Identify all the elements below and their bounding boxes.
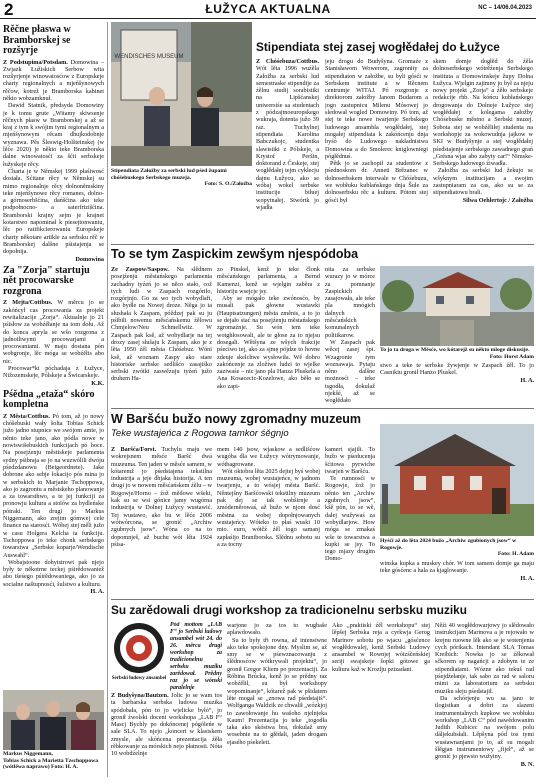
archive-photo-caption: Hyśći až do lěta 2024 bužo „Archiw zgubionych jsow“ w Rogowje. Foto: H. Adam xyxy=(380,538,534,558)
left-column xyxy=(3,24,104,690)
article-paragraph: nita za serbske wurazy jo w mórce za pomnanje Zaspickich zasajowała, ale teke pla mnógich dalnych měsćańskich komunalnych politikarow. xyxy=(325,266,375,339)
article-paragraph: stwo a teke te serbske žywjenje w Zaspach źěl. To jo Casnikiu gronił Hanzo Pluskel. xyxy=(380,362,534,377)
workshop-col-4 xyxy=(435,622,534,780)
article-signature: Silwa Oehlertojc / Załožba xyxy=(462,196,533,204)
article-paragraph: Něźi 40 wogłědowarjowy jo slědowało instrukcijam Marinova a je rejowało w krejnu ruowne lěk ako se je wotenjenia cych pórikach. Intendant SLA Tomas Kreibich: Nowka jo se źěkował sčkorem sp nagańcji a zdobym te ze stipendiatami. Wózne ako tekuš rad pśejdźełanje, tak sabo za rad w saloru mimi za laboratorium za serbsku muziku słeju pśedstajił. xyxy=(435,622,534,695)
museum-sign: WENDISCHES MUSEUM xyxy=(114,54,184,60)
article-paragraph: Wót oktobra lěta 2025 dejtej byś wobej muzeuma, wobej wustajeńce, w jadnom twarjenju, a to wósjej města Baršć. Něntejšny Baršćowski tekstilny muzeum pak dej se tak wobširnje a zmóderněrowaś, až bužo w njom dosć městna za wobej dopołnjowanych wustajeńcy. Wóteko to płaś wuski 10 mio. euro, wótčź źěl togo samanj zapłaśijo Braniborska. Slědnu sobotu su a za tocny xyxy=(217,467,320,548)
sla-logo xyxy=(113,622,165,674)
article-paragraph: Załožba za serbski lud žekujo se wšyknym institucijam a swojim zastupniaram za cas, ako su se za stipendiatowu brali. xyxy=(433,167,533,197)
article-paragraph: Z Města/Cottbus. Pó tom, až jo nowy chóšebuski wały šolta Tobias Schick južo jadno stupnice we swójom amte, jo něnto teke jano, ako pódla nowe w nowiswišebuskich funkcijach pó boce. Na posejźenju městiskeje parlamenta sydny pśibraja se jo na wuzwólili dwóju pśedzdanowu (Beigeordnete). Jake dobrone ako sebje lokacijo pós mina jo w serbskich to Marjanie Tschoppowa, ako jo zagrontu a městskeho planowanje a za towarsthwo, a te jej funkciji za pronowju kultura a stolów za bydleńske pótraki. Ten drugi jo Markus Niggemann, ako zrejim gómwej cele finance na starosći. Wóbej stej měli južo w casu Holgera Kelcha ta funkciju. Tschoppowa jo teke chonk serbskego towarstwa „Serbske koparje/Wendische Auswahl“. xyxy=(3,412,104,559)
article-paragraph: Jolic jo se wam tos ta barbarska serbska ludowa muzika spódobała, pón to jo wjelicke byłó“, jo gronił źwolski docent workshopa „LAB F“ Mascj Bychly po dokóncenej pógóleńe w sale SLA. To njejo „koncert w klasiskem zmysle, ale skóńcena prezentacija źěła rěbkowanje za mórskich nejo płatnosti. Nóta 10 wobdźelnje xyxy=(111,692,222,758)
article-paragraph: Charta je w Němskej 1999 płaśiwosć dostała. Sćitane rěcy w Němskej su mimo regionalnje rěcy dolnoněmskiny teke mjeńšynowe rěcy romanes, dolno- a górnoserbšćina, dańšćina ako teke podpołnocno- a saterfrizišćina. Bramborski krajny sejm je krajnet kotarstwo napominał k piesejtonwaniu, lěc po ratifikcierowaniu Europskeje charty někotare artikle za serbsku rěč w Bramborskej dalšne pśistajenja se dopołnija. xyxy=(3,167,104,256)
section-divider xyxy=(111,599,534,600)
article-paragraph: Ako „praktiski źěl workshopu“ stej lěpšej Serbska reja a cyrkwja Gerog Marinov sobotu po wjacu „gósćence wogłědowalej, kenž Serbski Ludowy ansambel w Rownjej wótzśčeńskiej seriji swajskeje šopki gótowe ga kultura kaž w Krozlju pzizadani. xyxy=(332,622,430,673)
article-signature: H. A. xyxy=(520,574,534,582)
article-title: Pśědna „etaža“ skóro kompletna xyxy=(3,388,95,411)
article-paragraph: kamert sjajili. To bužo w pśeducenja šćitowa pyrwiche twarjeń w Baršću. xyxy=(325,446,375,475)
article-paragraph: skem domje dogłěd do źěla dolnoserbskego wótrěźenja Serbskego instituta a Domowinskeje župy Dolna Łužyca. Wjelgin zajimny jo był za njeju nowy projekt „Zorja“ a źěło serbskeje redakcije rbb. Na kóńcu kubłańskego drogowanja do Dolneje Łužyce stej wogłědałej z kolegama załožby Chóśebuske městno a Serbski muzej. Sobota stej se wobźěliłej studenta na workshopje za wokowudnja jajkow w SKI w Budyšynje a stej wogłědałej pśedstajenje serbskego zawadnego grań „Grésna wjas abo zabyty car!“ Nimske-Serbskego ludowego źiwadła. xyxy=(433,58,533,168)
article-paragraph: Da schórjenju wu sa jano te tlogistkan a dobri za slazeni instrumentalnych kupkow we wobłuku workshop „LAB C“ pód nawědowanim Judith Kubicec na swójom polu dáljekubsłali. Lěpšyna pód tos tymi wustawnanjami jo to, až su mogali šlěgjan instrumentowy „fijeł“, až se gronić jo pjewsio wužyiny. xyxy=(435,694,534,761)
stipendia-col-3 xyxy=(433,58,533,244)
stipendia-col-2 xyxy=(325,58,428,244)
page-header xyxy=(0,0,536,19)
workshop-col-1 xyxy=(111,692,222,780)
article-paragraph: mem 140 jsow, wjaskow a sedlišćow wugóba dla we Łužycy wótrymowanje, wótbagrowane. xyxy=(217,446,320,468)
stipendia-photo xyxy=(111,22,252,166)
article-title: Rěčne płaswa w Bramborskej se rozšyrje xyxy=(3,24,71,56)
stipendia-photo-caption: Stipendiata Załožby za serbski lud pśed župami chóšebuskego Serbskego muzeja. Foto: S. O./Załožba xyxy=(111,168,252,188)
article-paragraph: Z Mejta/Cottbus. W měrcu jo se zakóńcył cas procowania za projekt rewitalizacije „Zorja“. Aktualnje jo 21 pśisłow za wobźěłanje na tom dołu. Až do konca apryla se wšo rozgrona z jadnotliwymi procowarjami a procowaniami. W maju dostana pón wobgronje, lěc móga se wobźěłis abo nic. xyxy=(3,299,104,365)
muzej-col-4 xyxy=(380,560,534,596)
article-paragraph: Z Podstupima/Potsdam. Domowina – Zwjazk Łužiskich Serbow wita rozšyrjenje winowatosćow z Europskeje charty regionalnych a mjeńšynowych rěčow, kotrež je Bramborska kabinet někto wobzamknuł. xyxy=(3,58,104,102)
article-paragraph: warjone jo za tos to wugbaše aplawdowało. xyxy=(227,622,327,637)
stipendia-col-1 xyxy=(256,58,319,244)
workshop-lede: Pód mottom „LAB F“ jo Serbski ludowy ansambel wót 24. do 26. měrca drugi workshop za tradicionelnu serbsku muziku zarědował. Prědny raz jo se wónski paralelnje xyxy=(170,622,222,691)
workshop-col-3 xyxy=(332,622,430,780)
issue-info: NC – 14/06.04.2023 xyxy=(478,5,532,11)
article-signature: Domowina xyxy=(75,255,104,263)
zaspick-col-3 xyxy=(325,266,375,404)
article-paragraph: zo Pinskel, kenž jo teke člonk měsćańskego parlamenta, a Bernd Kamenzi, kenž se wjelgin zaběra z historiju wsejcje jsy. xyxy=(217,266,320,295)
article-paragraph: jeju drogu do Budyšyna. Gromaźe z Stanisławom Wowerom, zagronity za stipendiaton w załožbe, su byli gósći w Serbskem institute a w Rěcnem centrumje WITAJ. Pó rozgronje z direktorom załožby Janom Budarom a jogo zastupnicu Milenu Mósowej jo sledował wogled Domowiny. Pó tom, až stej te teke nowe twarjenje Serbskego ludowego ansambla wogłědałej, stej mogałej stipendiata k zakóńcenju dnja byśó do Ludowego nakładnistwa Domowina a do Smolerec kniglowniegi pógłědnuś. xyxy=(325,58,428,160)
article-title: Za "Zorja" startuju nět procowarske rozgrona xyxy=(3,264,90,297)
article-signature: B. N. xyxy=(520,760,534,768)
article-signature: K.K. xyxy=(91,379,104,387)
article-paragraph: Su to były tři rowna, až intensiwne ako teke spokojone dny. Myslim se, až smy se w pśewznacowanju z šlědnosćow wótkrywali projektu“, jo gronił Gregor Kliem po prezentaciji. Za Róbina Brúcka, kenž jo se prědny raz wobźělił, su był workshopy wopominanje“, kótarež pak w pšidatem lěte mogał se „znowa rad pśedstajiś“. Wolfganga Waldzik ze chwalił „wózkjoj to zawołowanje hu wašoho njelnjeka Kaum! Prezentacija jo teke „togodła taka ako skóstwa bra, dokulaž smy wosebnie na to głědali, jaden drogam ejasého pśekeleti. xyxy=(227,636,327,746)
article-paragraph: winska kupka a muskey chór. W tom samem domje ga maju teke gósćenc a hala za kjaglowanje. xyxy=(380,560,534,575)
dateline: Z Budyšyna/Bautzen. xyxy=(111,692,169,699)
officials-photo xyxy=(3,690,104,750)
article-paragraph: W Zaspach pak wěcej zasej śpi. Wzagronie tym woznawaja. Pytaju něno dalšne możnosći – teke tsgodła, dokulaž njekšé, až se wogłědało xyxy=(325,338,375,404)
dateline: Z Města/Cottbus. xyxy=(3,412,50,420)
article-paragraph: Aby se mógało teke zwónosćo, by musali pak głowne wustawki (Hauptsatzungen) města změnis, a to jo se dejało stać na posejźenju městańskego zgromaźnje. Su wón tem teke wotghłosowali, ale te głose za to njejsu dosegali. Wětšyna ze wšych frakcije pśeciwo tej, ako za sjmę pójdze to hovne zdeuje skelchwe wysłowiła. Wě dobro zakóńcenje za zložiwe ludzi to wjelke zaziwaśe – nic jano pla Hanza Pluskela a Ana Kosacecic-Kozelowe, ako běło se ako zapi- xyxy=(217,295,320,390)
officials-photo-caption: Markus Niggemann, Tobias Schick a Marietta Tzschoppowa (wótlěwa naprawo) Foto: H. A. xyxy=(3,751,99,771)
dateline: Z Chóśebuza/Cottbus. xyxy=(256,58,319,65)
article-paragraph: Wobajstoone dohytstrowt pak njejo były te někotrne teckej pśirědowaniež abo tšeśego pśirědowaniega, ako jo za socialne naštupnosći, šulstwo a kulturu. xyxy=(3,558,104,588)
article-signature: H. A. xyxy=(520,376,534,384)
muzej-col-1 xyxy=(111,446,212,596)
section-divider xyxy=(111,244,534,245)
muzej-col-2 xyxy=(217,446,320,596)
newspaper-title: ŁUŽYCA AKTUALNA xyxy=(205,2,331,16)
section-divider xyxy=(111,408,534,409)
stipendia-headline: Stipendiata stej zasej wogłědałej do Łužyce xyxy=(256,40,500,54)
zaspick-col-1 xyxy=(111,266,212,404)
zaspick-col-4 xyxy=(380,362,534,404)
dateline: Z Baršća/Forst. xyxy=(111,446,157,453)
page-number: 2 xyxy=(4,0,14,19)
muzej-subheadline: Teke wustajeńca z Rogowa tamkor śěgnjo xyxy=(111,428,289,439)
dateline: Z Mejta/Cottbus. xyxy=(3,299,53,307)
zaspick-headline: To se tym Zaspickim zewšym njespódoba xyxy=(111,247,359,261)
article-signature: H. A. xyxy=(90,588,104,595)
muzej-headline: W Baršću bužo nowy zgromadny muzeum xyxy=(111,412,362,426)
muzej-col-3 xyxy=(325,446,375,596)
dateline: Ze Zaspow/Saspow. xyxy=(111,266,169,273)
article-paragraph: Wót lěta 1996 wuźěla Załožba za serbski lud semestraske stipendije za źělnu studij sorabistiki na Lipšćanskej uniwersiśe sa studentach z pódzajtnoeuropskego wukraja, dotenta južo 39 raz. Tuchylnej stipendiata Karolina Babczukojc, studentka slawistiki z Pólskeje, a Krystof Peršin, doktorand z Českeje, stej wogłědałej tejm cyklecju dajnu Łužycu, ako se wóbaj wokel serbske institucije biłuej wopytnałej. Stwórtk jo wjadła xyxy=(256,65,319,211)
article-paragraph: Tuchylu maju we wokrejsnem měsće Baršć dwa muzeuma. Ten jaden w měsće samem, w kótaremž jo pśedstajena tekstilna industrija a jeje dhjaka historija. A ten drugi jo w nowem měsćańskem źělu – w Rogowje/Horno – źož mědowe wšeki, kak su se wsi gónice jamy wugórna industrija w Dolnej Łužycy wustawić. Tej wustawo, ako bu w lěće 2006 wótwórcona, se gronić „Archiw zgubnych jsow“. Wóna co na to dopomnješ, až buchu wót lěta 1924 pśisa- xyxy=(111,446,212,548)
street-photo xyxy=(380,266,534,346)
workshop-headline: Su zarědowali drugi workshop za tradicionelnu serbsku muziku xyxy=(111,603,467,617)
column-divider xyxy=(107,22,108,777)
dateline: Z Podstupima/Potsdam. xyxy=(3,58,68,66)
archive-photo xyxy=(380,424,534,536)
sla-logo-text: Serbski ludowy ansambel xyxy=(111,676,167,681)
article-paragraph: Na slědnem posejźenju městańskego parlamenta zachadny tyźeń jo se něco stało, což tych ludi w Zaspach rozgóriło, rozgórjnjo. Go za wo tych wobydlaři, ako bydle na Nowej droze. Něga jo ta słushała k Zaspam, póždzej pak su ju pśibili nowemu měsćańskemu źělowu Chmjelow/Neu Schmellwitz. W Zaspach pak ksě, až wobydlarje na tej drozy zasej słušaju k Zaspam, ako je z lěta 1950 źěl města Chóśebuz. Wóni ksě, až woznam Zaspy ako stare historiske serbske sedlišćo zasajiśko serbski zwótki zaswězuju tyźeń južo druhem Ha- xyxy=(111,266,212,383)
article-paragraph: Te rumnosći w Rogowje, źož jo něnto ten „Archiw zgubnych jsow“, kšě pón, to se wě, dalej wužywaś za wobydlarjow. How móga se zmakaś wše te towarstwa a kupki se jsy. To tego mjazy drugim Domo- xyxy=(325,475,375,563)
article-paragraph: Pětk jo se zachopił za studentow z pśednoskom dr. Anneti Brězanec w dolnoserbskem interwale w Chóśebuzu, we wobłuku kublańskego dnja Šule za dolnoserbsku rěc a kulturu. Pótom stej gósći był xyxy=(325,160,428,204)
workshop-col-2 xyxy=(227,622,327,780)
article-paragraph: Procowar*ki póchadaja z Łužyce, Nižozemskeje, Pólskeje a Šwicarskeje. xyxy=(3,364,104,380)
article-paragraph: Dawid Statnik, předsyda Domowiny je k tomu grute „Witamy skiwsenje rěčnych płasw w Bramborskej a až se kraj z tym k swójim tymi regionalnym a mjeńšynowym rěcam dhujkodobnje wyznawa. Pěs Šleswig-Holšteinskej (w lěće 2020) je někto teke Bramborska dalne winowatosći za šćit serbskeje łužyskeje rěcy. xyxy=(3,102,104,168)
zaspick-col-2 xyxy=(217,266,320,404)
street-photo-caption: To jo ta droga w Měsće, wo kótarejž su někto mloge diskusije. Foto: Horst Adam xyxy=(380,347,534,360)
